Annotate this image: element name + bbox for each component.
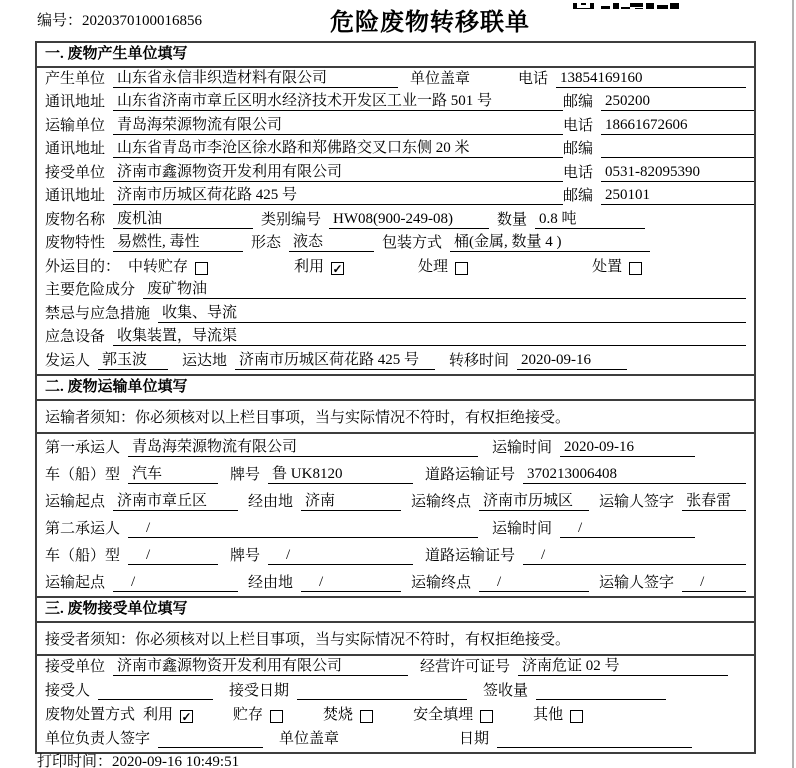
field-label: 接受单位: [45, 164, 106, 181]
field-label: 运输人签字: [599, 493, 675, 510]
field-value: 青岛海荣源物流有限公司: [113, 115, 563, 135]
checkbox-option: [592, 256, 642, 276]
checkbox-icon: [570, 710, 583, 723]
field-value: 济南市鑫源物资开发利用有限公司: [113, 162, 563, 182]
field-value: 济南市历城区荷花路 425 号: [235, 350, 435, 370]
field-label: 车（船）型: [45, 466, 121, 483]
field-label: 废物名称: [45, 211, 106, 228]
form-row: [37, 92, 754, 116]
field-label: 道路运输证号: [425, 547, 516, 564]
field-label: 运输终点: [411, 493, 472, 510]
field-label: 数量: [497, 211, 528, 228]
checkbox-option: [413, 704, 493, 724]
section-1-waste-producer: [37, 43, 754, 374]
form-row: [37, 186, 754, 210]
checkbox-icon: [455, 262, 468, 275]
field-label: 单位负责人签字: [45, 730, 151, 747]
field-value: 济南市历城区荷花路 425 号: [113, 186, 563, 206]
field-label: 牌号: [230, 547, 261, 564]
checkbox-label: 利用: [294, 258, 325, 275]
doc-number: [37, 9, 202, 30]
checkbox-icon: [629, 262, 642, 275]
field-label: 邮编: [563, 141, 594, 157]
checkbox-option: [323, 704, 373, 724]
field-value: HW08(900-249-08): [329, 211, 489, 229]
field-value: 张春雷: [682, 489, 746, 511]
field-value: 13854169160: [556, 70, 746, 88]
field-label: 接受单位: [45, 658, 106, 675]
form-row: [37, 569, 754, 596]
field-label: 接受日期: [229, 682, 290, 699]
field-label: 通讯地址: [45, 94, 106, 110]
field-label: 包装方式: [382, 235, 443, 251]
checkbox-option: [533, 704, 583, 724]
field-label: 第二承运人: [45, 520, 121, 537]
checkbox-icon: [270, 710, 283, 723]
checkbox-label: 利用: [143, 706, 174, 723]
form-row: [37, 680, 754, 704]
form-row: [37, 115, 754, 139]
form-row: [37, 139, 754, 163]
print-time-label: 打印时间：: [37, 754, 113, 768]
field-value: [158, 747, 263, 748]
checkbox-checked-icon: ✓: [181, 709, 192, 724]
field-label: 运输单位: [45, 117, 106, 134]
form-row: [37, 280, 754, 304]
field-value: [601, 157, 754, 158]
field-label: 牌号: [230, 466, 261, 483]
field-value: 18661672606: [601, 117, 754, 135]
field-value: 济南市历城区: [479, 489, 589, 511]
field-value: 桶(金属, 数量 4 ): [450, 233, 650, 253]
field-label: 运输人签字: [599, 574, 675, 591]
section-2-waste-transporter: [37, 374, 754, 596]
field-value: /: [301, 574, 401, 592]
field-label: 邮编: [563, 188, 594, 204]
checkbox-label: 焚烧: [323, 706, 354, 723]
checkbox-label: 中转贮存: [128, 258, 189, 275]
field-label: 禁忌与应急措施: [45, 305, 151, 322]
field-value: [536, 699, 666, 700]
qr-code-icon: [573, 0, 679, 9]
field-value: /: [479, 574, 589, 592]
form-row: [37, 515, 754, 542]
checkbox-option: [418, 256, 468, 276]
field-value: /: [682, 574, 746, 592]
static-text: 单位盖章: [410, 70, 471, 87]
section-header: 三. 废物接受单位填写: [37, 598, 754, 623]
print-time-value: 2020-09-16 10:49:51: [112, 754, 240, 768]
form-row: [37, 704, 754, 728]
field-label: 产生单位: [45, 70, 106, 87]
field-label: 发运人: [45, 352, 91, 369]
doc-number-value: 2020370100016856: [82, 13, 203, 29]
checkbox-label: 其他: [533, 706, 564, 723]
field-value: 2020-09-16: [517, 352, 627, 370]
form-row: [37, 542, 754, 569]
field-value: /: [128, 520, 478, 538]
checkbox-label: 处置: [592, 258, 623, 275]
field-label: 电话: [517, 70, 548, 87]
checkbox-label: 安全填埋: [413, 706, 474, 723]
form-row: [37, 303, 754, 327]
form-row: [37, 434, 754, 461]
field-label: 日期: [459, 730, 490, 747]
field-label: 接受人: [45, 682, 91, 699]
field-value: 370213006408: [523, 466, 746, 484]
field-value: /: [128, 547, 218, 565]
field-label: 形态: [251, 235, 282, 251]
field-label: 运输终点: [411, 574, 472, 591]
field-label: 废物处置方式: [45, 706, 136, 723]
field-value: 0531-82095390: [601, 164, 754, 182]
field-label: 废物特性: [45, 235, 106, 251]
field-value: [98, 699, 213, 700]
field-value: 山东省济南市章丘区明水经济技术开发区工业一路 501 号: [113, 92, 563, 112]
checkbox-option: [143, 704, 193, 724]
field-label: 经营许可证号: [420, 658, 511, 675]
field-value: 液态: [289, 233, 374, 253]
field-value: /: [268, 547, 413, 565]
field-label: 邮编: [563, 94, 594, 110]
field-value: 山东省青岛市李沧区徐水路和郑佛路交叉口东侧 20 米: [113, 139, 563, 159]
checkbox-label: 贮存: [233, 706, 264, 723]
field-label: 电话: [563, 117, 594, 134]
form-row: [37, 350, 754, 374]
field-value: /: [523, 547, 746, 565]
field-label: 通讯地址: [45, 141, 106, 157]
form-row: [37, 68, 754, 92]
field-value: /: [113, 574, 238, 592]
doc-number-label: 编号：: [37, 13, 83, 29]
field-value: 济南市章丘区: [113, 489, 238, 511]
section-3-waste-receiver: [37, 596, 754, 752]
field-value: 废机油: [113, 209, 253, 229]
form-row: [37, 209, 754, 233]
field-label: 车（船）型: [45, 547, 121, 564]
field-label: 运输起点: [45, 574, 106, 591]
field-label: 经由地: [248, 493, 294, 510]
checkbox-label: 处理: [418, 258, 449, 275]
form-row: [37, 461, 754, 488]
form-row: [37, 488, 754, 515]
field-label: 运达地: [182, 352, 228, 369]
field-value: 收集装置，导流渠: [113, 327, 746, 347]
form-row: [37, 256, 754, 280]
field-value: 易燃性, 毒性: [113, 233, 243, 253]
field-value: [497, 747, 692, 748]
page-right-edge-line: [792, 0, 794, 768]
field-value: 汽车: [128, 462, 218, 484]
static-text: 单位盖章: [279, 730, 340, 747]
field-value: 济南市鑫源物资开发利用有限公司: [113, 656, 408, 676]
field-value: 2020-09-16: [560, 439, 695, 457]
field-label: 道路运输证号: [425, 466, 516, 483]
field-value: 山东省永信非织造材料有限公司: [113, 68, 398, 88]
field-label: 转移时间: [449, 352, 510, 369]
form-row: [37, 327, 754, 351]
checkbox-option: [233, 704, 283, 724]
form-row: [37, 233, 754, 257]
transfer-form-table: [35, 41, 756, 754]
field-value: 收集、导流: [158, 303, 746, 323]
field-value: 250200: [601, 93, 754, 111]
field-label: 通讯地址: [45, 188, 106, 204]
field-value: [297, 699, 467, 700]
field-value: /: [560, 520, 695, 538]
field-label: 签收量: [483, 682, 529, 699]
form-row: [37, 728, 754, 752]
field-value: 鲁 UK8120: [268, 462, 413, 484]
field-label: 类别编号: [261, 211, 322, 228]
field-value: 济南: [301, 489, 401, 511]
field-label: 应急设备: [45, 329, 106, 345]
field-value: 郭玉波: [98, 350, 168, 370]
field-label: 电话: [563, 164, 594, 181]
section-header: 一. 废物产生单位填写: [37, 43, 754, 68]
section-header: 二. 废物运输单位填写: [37, 376, 754, 401]
print-time: [37, 750, 239, 768]
field-label: 主要危险成分: [45, 282, 136, 298]
checkbox-icon: [360, 710, 373, 723]
checkbox-option: [294, 256, 344, 276]
checkbox-icon: [195, 262, 208, 275]
form-row: [37, 162, 754, 186]
field-value: 青岛海荣源物流有限公司: [128, 435, 478, 457]
field-label: 外运目的：: [45, 258, 121, 275]
field-value: 济南危证 02 号: [518, 656, 728, 676]
field-value: 0.8 吨: [535, 209, 645, 229]
checkbox-checked-icon: ✓: [332, 261, 343, 276]
field-label: 运输起点: [45, 493, 106, 510]
field-label: 运输时间: [492, 520, 553, 537]
field-label: 经由地: [248, 574, 294, 591]
field-value: 250101: [601, 187, 754, 205]
field-label: 运输时间: [492, 439, 553, 456]
form-row: [37, 656, 754, 680]
section-note: 运输者须知：你必须核对以上栏目事项，当与实际情况不符时，有权拒绝接受。: [37, 401, 754, 434]
page-title: 危险废物转移联单: [330, 10, 530, 36]
field-value: 废矿物油: [143, 280, 746, 300]
section-note: 接受者须知：你必须核对以上栏目事项，当与实际情况不符时，有权拒绝接受。: [37, 623, 754, 656]
checkbox-icon: [480, 710, 493, 723]
checkbox-option: [128, 256, 208, 276]
field-label: 第一承运人: [45, 439, 121, 456]
